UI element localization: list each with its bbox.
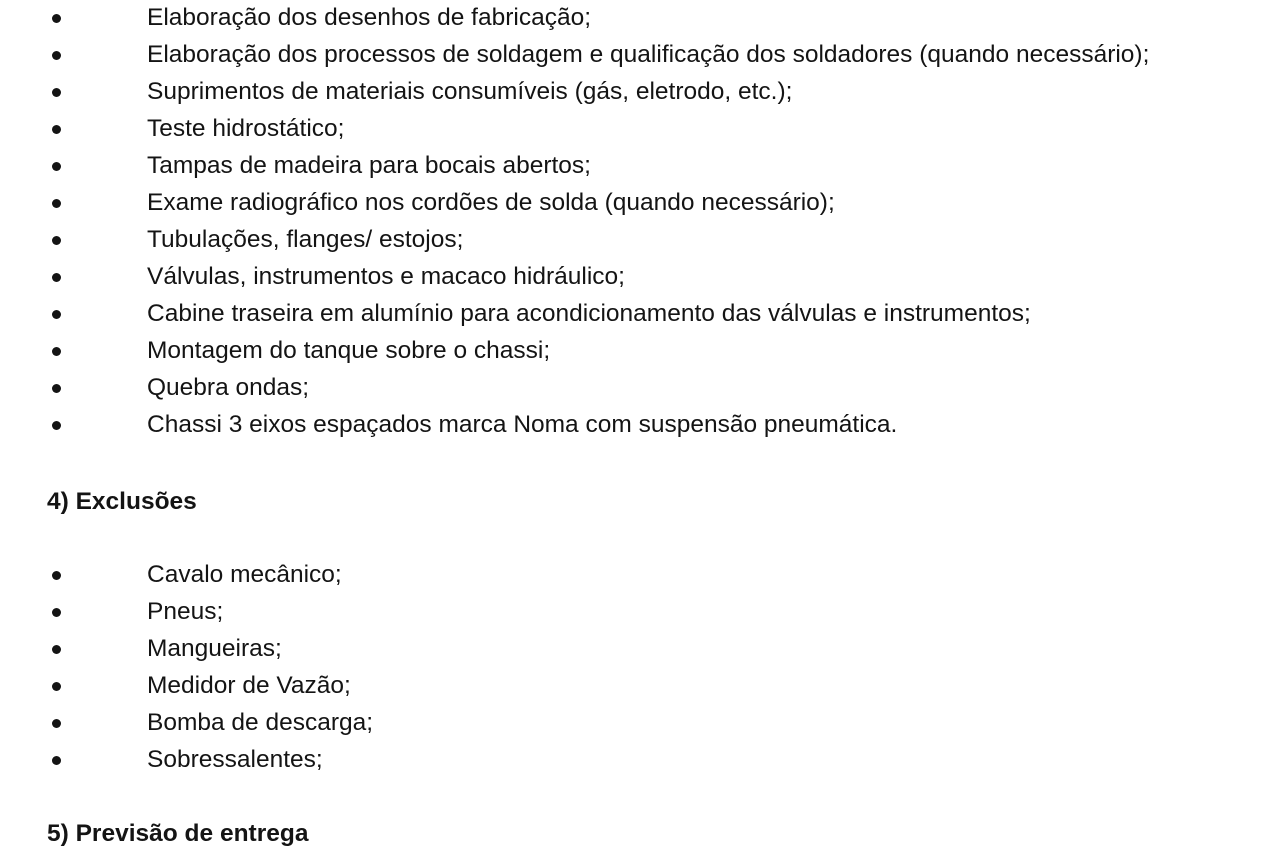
list-item-text: Exame radiográfico nos cordões de solda (quando necessário); (147, 189, 835, 216)
list-item-text: Bomba de descarga; (147, 709, 374, 736)
list-item-text: Elaboração dos processos de soldagem e qualificação dos soldadores (quando necessário); (147, 41, 1150, 68)
list-item-text: Cabine traseira em alumínio para acondicionamento das válvulas e instrumentos; (147, 300, 1031, 327)
list-item-text: Suprimentos de materiais consumíveis (gás, eletrodo, etc.); (147, 78, 793, 105)
bullet-icon (52, 421, 61, 430)
list-item-text: Teste hidrostático; (147, 115, 345, 142)
bullet-icon (52, 199, 61, 208)
list-item-text: Tampas de madeira para bocais abertos; (147, 152, 591, 179)
bullet-icon (52, 125, 61, 134)
list-item-text: Chassi 3 eixos espaçados marca Noma com suspensão pneumática. (147, 411, 898, 438)
bullet-icon (52, 682, 61, 691)
list-item-text: Mangueiras; (147, 635, 282, 662)
section-heading-delivery: 5) Previsão de entrega (47, 820, 309, 847)
bullet-icon (52, 310, 61, 319)
bullet-icon (52, 88, 61, 97)
bullet-icon (52, 236, 61, 245)
bullet-icon (52, 719, 61, 728)
bullet-icon (52, 162, 61, 171)
bullet-icon (52, 384, 61, 393)
bullet-icon (52, 14, 61, 23)
bullet-icon (52, 51, 61, 60)
list-item-text: Elaboração dos desenhos de fabricação; (147, 4, 592, 31)
bullet-icon (52, 273, 61, 282)
bullet-icon (52, 756, 61, 765)
bullet-icon (52, 571, 61, 580)
list-item-text: Sobressalentes; (147, 746, 323, 773)
bullet-icon (52, 347, 61, 356)
list-item-text: Válvulas, instrumentos e macaco hidráulico; (147, 263, 625, 290)
list-item-text: Pneus; (147, 598, 224, 625)
bullet-icon (52, 608, 61, 617)
bullet-icon (52, 645, 61, 654)
list-item-text: Quebra ondas; (147, 374, 310, 401)
list-item-text: Tubulações, flanges/ estojos; (147, 226, 464, 253)
list-item-text: Montagem do tanque sobre o chassi; (147, 337, 551, 364)
list-item-text: Medidor de Vazão; (147, 672, 351, 699)
section-heading-exclusions: 4) Exclusões (47, 488, 197, 515)
list-item-text: Cavalo mecânico; (147, 561, 342, 588)
